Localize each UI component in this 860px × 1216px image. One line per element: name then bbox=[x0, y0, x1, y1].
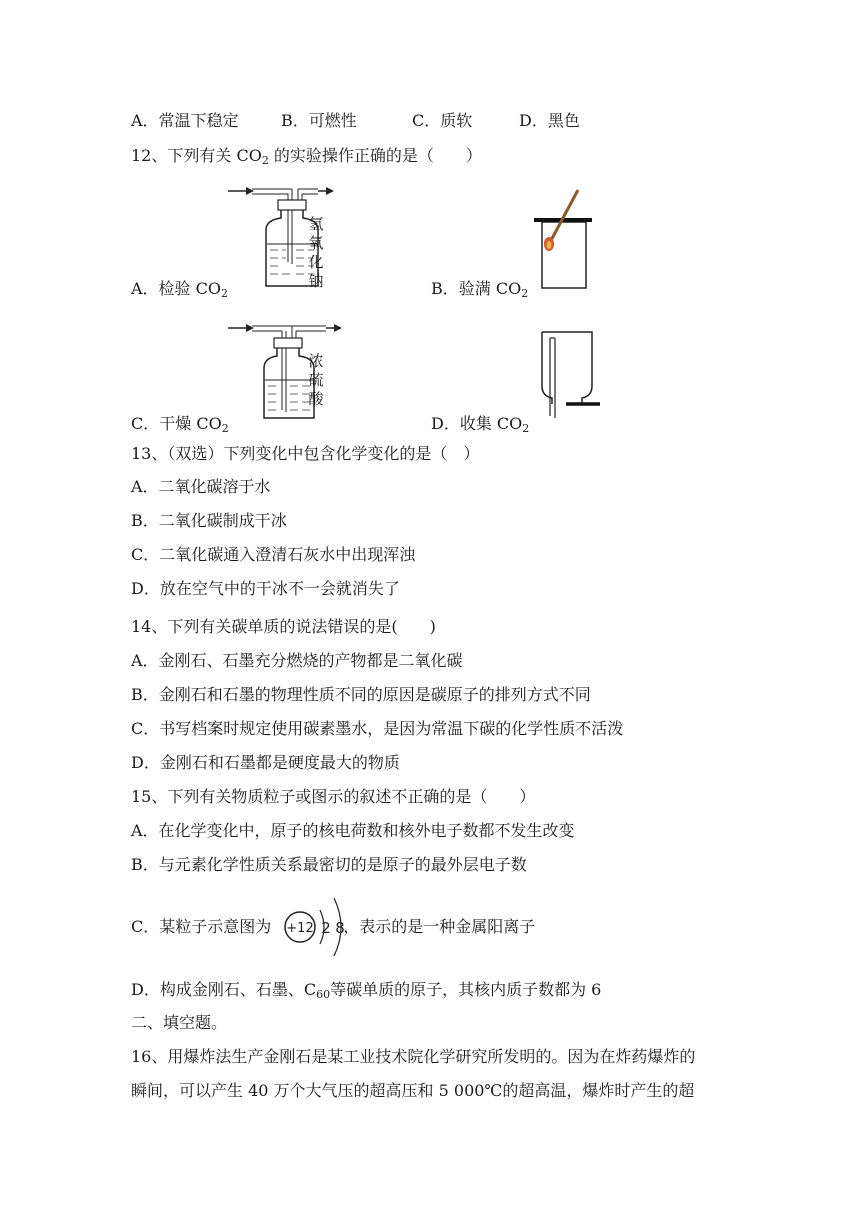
nucleus-charge: +12 bbox=[286, 921, 314, 936]
shell-1-electrons: 2 bbox=[321, 919, 331, 937]
q12-option-a: A．检验 $CO_2$ bbox=[131, 279, 229, 300]
q14-option-c: C．书写档案时规定使用碳素墨水，是因为常温下碳的化学性质不活泼 bbox=[131, 719, 624, 738]
q14-option-a: A．金刚石、石墨充分燃烧的产物都是二氧化碳 bbox=[131, 651, 463, 670]
section-heading: 二、填空题。 bbox=[131, 1013, 228, 1032]
gas-collection-figure bbox=[520, 330, 602, 430]
q13-option-b: B．二氧化碳制成干冰 bbox=[131, 511, 287, 530]
q16-line-1: 16、用爆炸法生产金刚石是某工业技术院化学研究所发明的。因为在炸药爆炸的 bbox=[131, 1047, 696, 1066]
ion-structure-diagram bbox=[280, 890, 356, 966]
q13-option-d: D．放在空气中的干冰不一会就消失了 bbox=[131, 579, 400, 598]
q13-option-a: A．二氧化碳溶于水 bbox=[131, 477, 271, 496]
q14-option-d: D．金刚石和石墨都是硬度最大的物质 bbox=[131, 753, 400, 772]
shell-2-electrons: 8 bbox=[335, 919, 345, 937]
gas-drying-bottle-figure bbox=[226, 320, 346, 424]
q11-option-b: B．可燃性 bbox=[281, 111, 357, 130]
q15-option-a: A．在化学变化中，原子的核电荷数和核外电子数都不发生改变 bbox=[131, 821, 575, 840]
q14-stem: 14、下列有关碳单质的说法错误的是( ) bbox=[131, 617, 436, 636]
naoh-reagent-label: 氢 氧 化 钠 bbox=[308, 215, 324, 290]
q13-stem: 13、（双选）下列变化中包含化学变化的是（ ） bbox=[131, 444, 480, 463]
q12-option-c: C．干燥 $CO_2$ bbox=[131, 414, 229, 435]
q15-option-c: C．某粒子示意图为 ，表示的是一种金属阳离子 bbox=[131, 917, 536, 936]
q11-option-a: A．常温下稳定 bbox=[131, 111, 239, 130]
q15-option-b: B．与元素化学性质关系最密切的是原子的最外层电子数 bbox=[131, 855, 527, 874]
sulfuric-acid-reagent-label: 浓 硫 酸 bbox=[308, 352, 324, 408]
q15-option-d: D．构成金刚石、石墨、$C_{60}$等碳单质的原子，其核内质子数都为 6 bbox=[131, 980, 602, 1001]
q15-stem: 15、下列有关物质粒子或图示的叙述不正确的是（ ） bbox=[131, 787, 536, 806]
q11-option-c: C．质软 bbox=[412, 111, 473, 130]
q14-option-b: B．金刚石和石墨的物理性质不同的原因是碳原子的排列方式不同 bbox=[131, 685, 591, 704]
q12-option-b: B．验满 $CO_2$ bbox=[431, 279, 529, 300]
q13-option-c: C．二氧化碳通入澄清石灰水中出现浑浊 bbox=[131, 545, 416, 564]
q11-option-d: D．黑色 bbox=[519, 111, 580, 130]
q16-line-2: 瞬间，可以产生 40 万个大气压的超高压和 5 000℃的超高温，爆炸时产生的超 bbox=[131, 1081, 695, 1100]
q12-option-d: D．收集 $CO_2$ bbox=[431, 414, 530, 435]
q12-stem: 12、下列有关 $CO_2$ 的实验操作正确的是（ ） bbox=[131, 146, 482, 167]
gas-full-test-figure bbox=[528, 188, 598, 296]
